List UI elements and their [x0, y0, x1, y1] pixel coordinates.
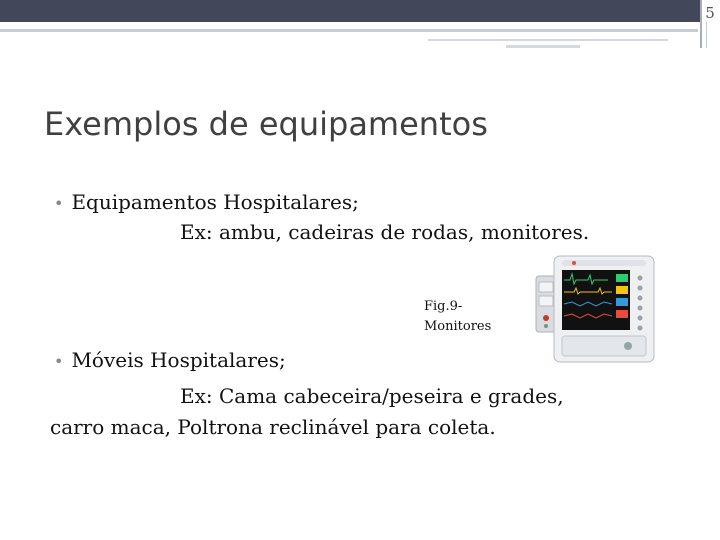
bullet-heading: Equipamentos Hospitalares; — [71, 190, 359, 214]
bullet-detail: carro maca, Poltrona reclinável para coleta. — [50, 415, 496, 439]
figure-caption — [424, 297, 491, 337]
top-band — [0, 0, 700, 22]
bullet-item — [54, 348, 286, 372]
slide-number: 5 — [705, 4, 715, 22]
figure-caption-line: Monitores — [424, 319, 492, 334]
accent-line-tertiary — [506, 45, 580, 48]
bullet-detail: Ex: Cama cabeceira/peseira e grades, — [180, 384, 564, 408]
edge-divider-thin — [706, 22, 707, 48]
bullet-detail: Ex: ambu, cadeiras de rodas, monitores. — [180, 220, 590, 244]
bullet-heading: Móveis Hospitalares; — [71, 348, 286, 372]
accent-line-secondary — [428, 39, 668, 41]
bullet-icon: • — [54, 194, 64, 213]
bullet-icon: • — [54, 352, 64, 371]
slide-title: Exemplos de equipamentos — [44, 105, 488, 143]
accent-line — [0, 29, 698, 32]
bullet-item — [54, 190, 359, 214]
patient-monitor-icon — [528, 248, 658, 368]
figure-caption-line: Fig.9- — [424, 299, 463, 314]
